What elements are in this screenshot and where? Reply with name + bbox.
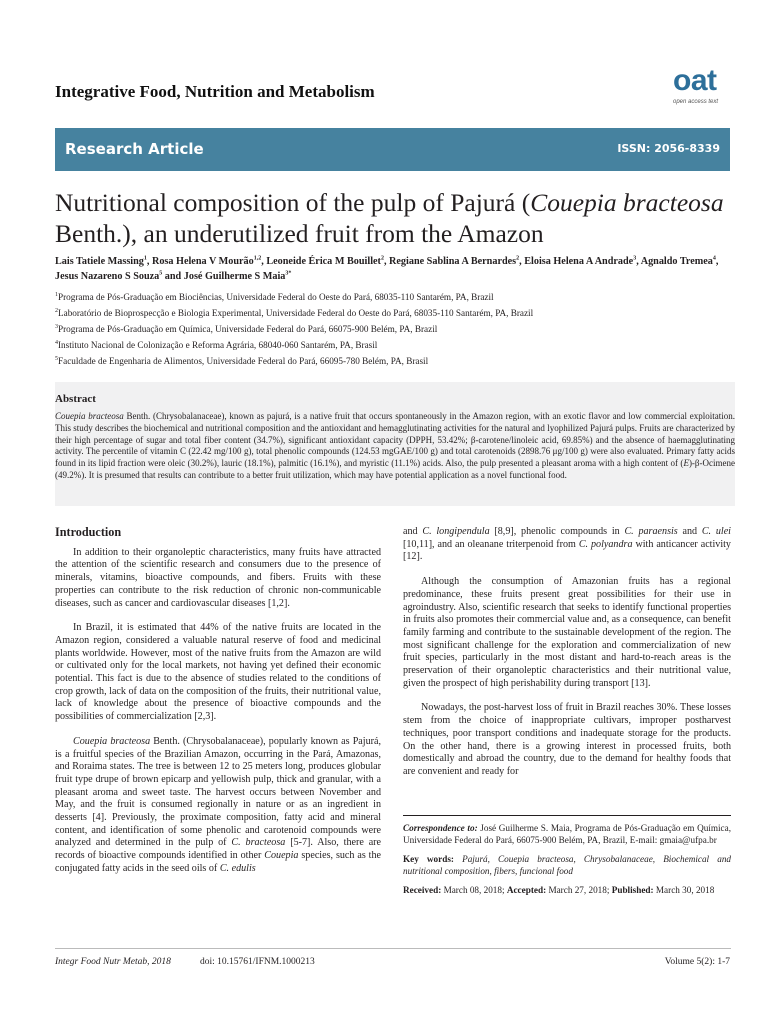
author-affiliation-sup: 3 xyxy=(633,255,637,262)
footer-divider xyxy=(55,948,731,949)
author-affiliation-sup: 4 xyxy=(712,255,716,262)
left-column xyxy=(55,526,381,888)
article-info-box xyxy=(403,815,731,905)
abstract-heading: Abstract xyxy=(55,393,96,405)
author-name: Regiane Sablina A Bernardes xyxy=(389,256,517,267)
article-type-label: Research Article xyxy=(65,140,204,158)
intro-paragraph-3: Couepia bracteosa Benth. (Chrysobalanaceae), popularly known as Pajurá, is a fruitful species of the Brazilian Amazon, occurring in the Pará, Amazonas, and Roraima states. The tree is between 12 to 25 meters long, produces globular fruit type drupe of brown epicarp and yellowish pulp, thick and granular, with a pleasant aroma and sweet taste. The harvest occurs between November and May, and the fruit is consumed regionally in nature or as an ingredient in desserts [4]. Previously, the proximate composition, fatty acid and mineral content, and identification of some phenolic and carotenoid compounds were analyzed and determined in the pulp of C. bracteosa [5-7]. Also, there are records of bioactive compounds identified in other Couepia species, such as the conjugated fatty acids in the seed oils of C. edulis xyxy=(55,735,382,874)
introduction-heading: Introduction xyxy=(55,525,122,539)
intro-paragraph-1: In addition to their organoleptic characteristics, many fruits have attracted the attention of the scientific research and consumers due to the presence of minerals, vitamins, bioactive compounds, and fibers. Fruits with these properties can contribute to the risk reduction of chronic non-communicable diseases, such as cancer and cardiovascular diseases [1,2]. xyxy=(55,546,381,609)
article-dates: Received: March 08, 2018; Accepted: March 27, 2018; Published: March 30, 2018 xyxy=(403,885,715,896)
affiliation-item: $^2$Laboratório de Bioprospecção e Biologia Experimental, Universidade Federal do Oeste do Pará, 68035-110 Santarém, PA, Brazil xyxy=(55,307,534,318)
affiliation-list xyxy=(55,289,735,369)
author-affiliation-sup: 2 xyxy=(516,255,520,262)
intro-paragraph-3-cont: and C. longipendula [8,9], phenolic compounds in C. paraensis and C. ulei [10,11], and an oleanane triterpenoid from C. polyandra with anticancer activity [12]. xyxy=(403,526,731,563)
intro-paragraph-5: Nowadays, the post-harvest loss of fruit in Brazil reaches 30%. These losses stem from the choice of inappropriate cultivars, improper postharvest techniques, poor transport conditions and inadequate storage for the products. On the other hand, there is a growing interest in processed fruits, both domestically and abroad the country, due to the demand for healthy foods that are convenient and ready for xyxy=(403,702,731,777)
journal-name: Integrative Food, Nutrition and Metabolism xyxy=(55,82,375,101)
affiliation-item: $^1$Programa de Pós-Graduação em Biociências, Universidade Federal do Oeste do Pará, 68035-110 Santarém, PA, Brazil xyxy=(55,291,494,302)
author-name: Leoneide Érica M Bouillet xyxy=(266,256,381,267)
author-affiliation-sup: 5 xyxy=(159,270,163,277)
intro-paragraph-4: Although the consumption of Amazonian fruits has a regional predominance, these fruits present great possibilities for their use in agroindustry. Also, scientific research that seeks to identify functional properties in fruits also promotes their commercial value and, as a consequence, can benefit family farming and contribute to the sustainable development of the region. The most significant challenge for the exploration and commercialization of new fruit species, particularly in the most distant and hard-to-reach areas is the preservation of their organoleptic characteristics and their nutritional value, given the prospect of high perishability during transport [13]. xyxy=(403,576,731,689)
oat-logo[interactable] xyxy=(665,66,735,112)
footer-volume: Volume 5(2): 1-7 xyxy=(664,957,730,967)
author-name: Jesus Nazareno S Souza xyxy=(55,271,160,282)
author-name: Rosa Helena V Mourão xyxy=(151,256,254,267)
affiliation-item: $^5$Faculdade de Engenharia de Alimentos, Universidade Federal do Pará, 66095-780 Belém, PA, Brasil xyxy=(55,355,429,366)
author-name: Lais Tatiele Massing xyxy=(55,256,144,267)
abstract-text: Couepia bracteosa Benth. (Chrysobalanaceae), known as pajurá, is a native fruit that occurs spontaneously in the Amazon region, with an exotic flavor and low commercial exploitation. This study describes the biochemical and nutritional composition and the antioxidant and hemagglutinating activities for the natural and lyophilized Pajurá pulps. Fruits are characterized by their high percentage of sugar and total fiber content (34.7%), significant antioxidant capacity (DPPH, 53.42%; β-carotene/linoleic acid, 69.85%) and the absence of haemagglutinating activity. The percentile of vitamin C (22.42 mg/100 g), total phenolic compounds (124.53 mgGAE/100 g) and total carotenoids (2898.76 μg/100 g) were also evaluated. Primary fatty acids found in its lipid fraction were oleic (30.2%), lauric (18.1%), palmitic (16.1%), and myristic (11.1%) acids. Also, the pulp presented a pleasant aroma with a high content of (E)-β-Ocimene (49.2%). It is presumed that results can contribute to a better fruit utilization, which may have potential application as a novel functional food. xyxy=(55,411,735,480)
author-list: Lais Tatiele Massing$^1$, Rosa Helena V Mourão$^{1,2}$, Leoneide Érica M Bouillet$^2$, Regiane Sablina A Bernardes$^2$, Eloisa Helena A Andrade$^3$, Agnaldo Tremea$^4$, Jesus Nazareno S Souza$^5$ and José Guilherme S Maia$^{3*}$ xyxy=(55,255,719,282)
author-name: Agnaldo Tremea xyxy=(640,256,713,267)
keywords: Key words: Pajurá, Couepia bracteosa, Chrysobalanaceae, Biochemical and nutritional composition, fibers, funcional food xyxy=(403,854,732,876)
article-type-banner xyxy=(55,128,730,171)
author-affiliation-sup: 2 xyxy=(380,255,384,262)
footer-journal: Integr Food Nutr Metab, 2018 xyxy=(55,957,171,967)
article-title: Nutritional composition of the pulp of Pajurá (Couepia bracteosa Benth.), an underutilized fruit from the Amazon xyxy=(55,188,724,248)
author-affiliation-sup: 3* xyxy=(285,270,292,277)
logo-subtitle: open access text xyxy=(673,99,719,105)
right-column xyxy=(403,526,731,791)
affiliation-item: $^3$Programa de Pós-Graduação em Química, Universidade Federal do Pará, 66075-900 Belém, PA, Brazil xyxy=(55,323,438,334)
abstract-section xyxy=(55,382,735,506)
author-affiliation-sup: 1,2 xyxy=(253,255,262,262)
intro-paragraph-2: In Brazil, it is estimated that 44% of the native fruits are located in the Amazon region, considered a valuable natural reserve of food and medicinal plants worldwide. However, most of the native fruits from the Amazon are wild or cultivated only for the local markets, not having yet defined their economic potential. This fact is due to the absence of studies related to the conditions of crop growth, lack of data on the composition of the fruits, their nutritional value, lack of knowledge about the presence of bioactive compounds and the possibilities of commercialization [2,3]. xyxy=(55,622,381,723)
correspondence: Correspondence to: José Guilherme S. Maia, Programa de Pós-Graduação em Química, Universidade Federal do Pará, 66075-900 Belém, PA, Brazil, E-mail: gmaia@ufpa.br xyxy=(403,823,731,845)
author-affiliation-sup: 1 xyxy=(143,255,147,262)
author-name: José Guilherme S Maia xyxy=(183,271,286,282)
author-name: Eloisa Helena A Andrade xyxy=(524,256,634,267)
footer-doi[interactable]: doi: 10.15761/IFNM.1000213 xyxy=(200,957,315,967)
logo-text: oat xyxy=(673,64,717,97)
affiliation-item: $^4$Instituto Nacional de Colonização e Reforma Agrária, 68040-060 Santarém, PA, Brasil xyxy=(55,339,378,350)
issn-label: ISSN: 2056-8339 xyxy=(617,142,720,155)
